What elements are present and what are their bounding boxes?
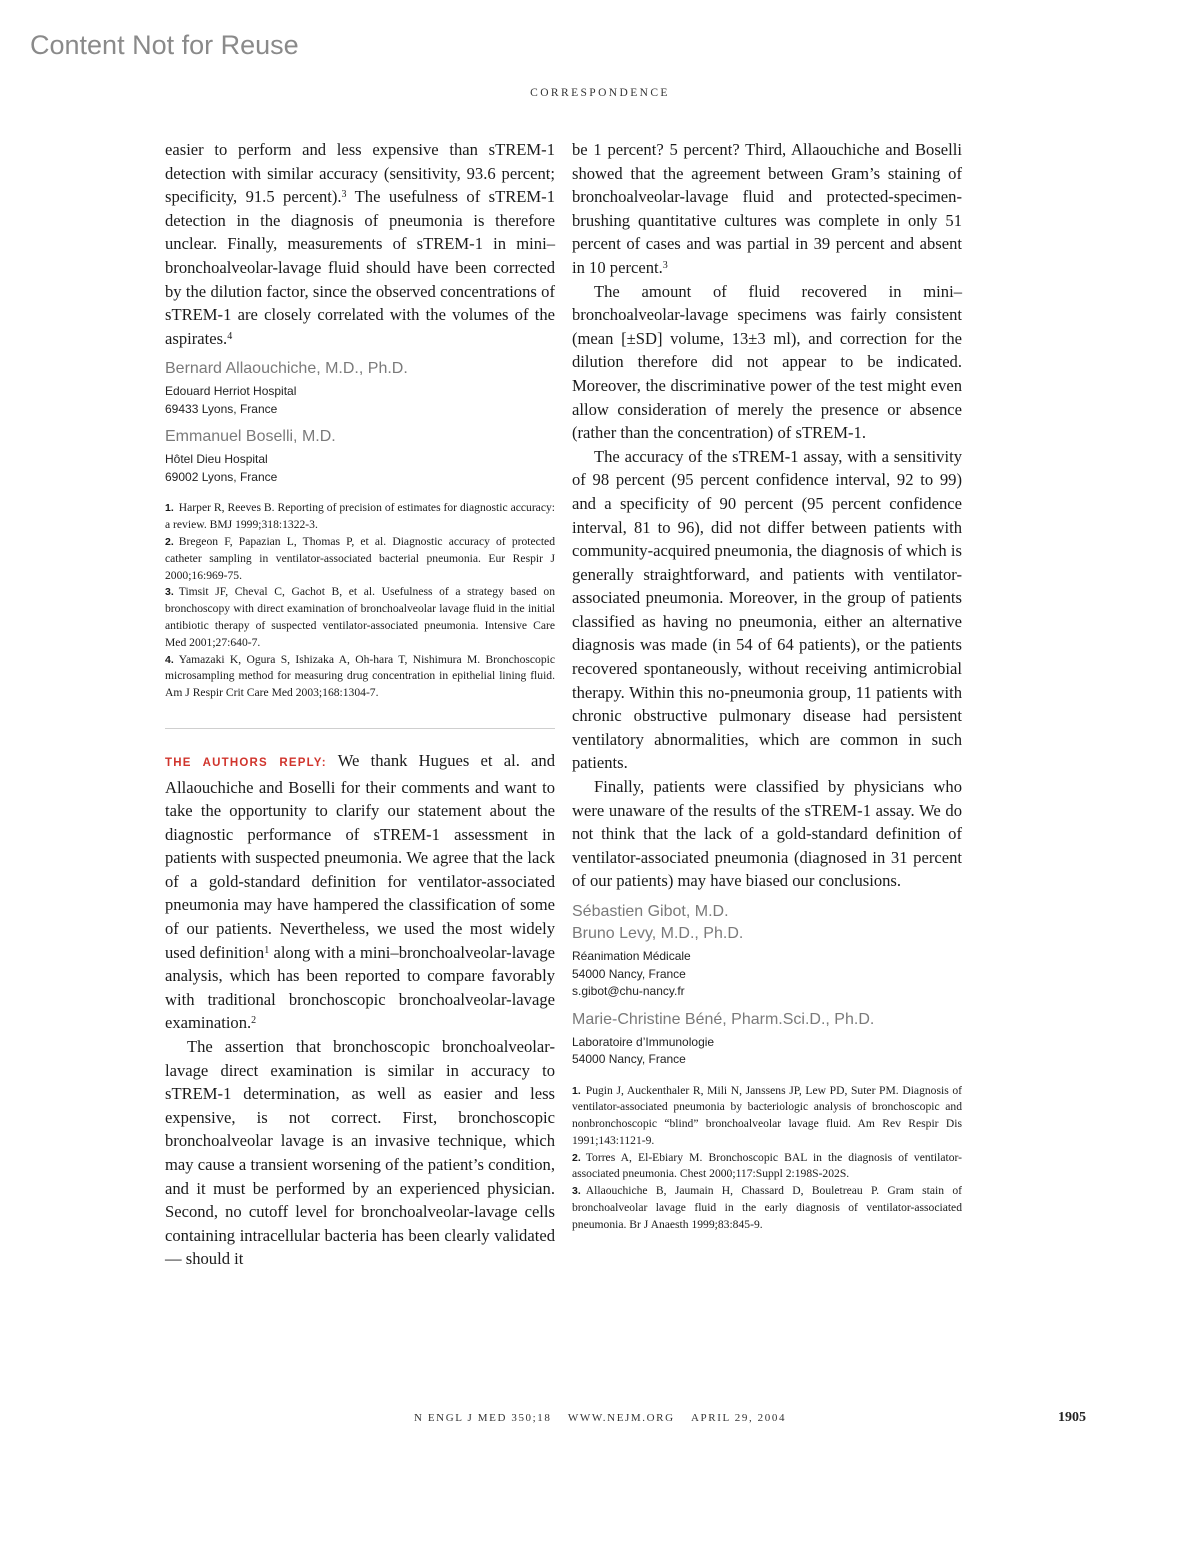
letter-ending-paragraph — [165, 138, 555, 350]
reply-paragraph: Finally, patients were classified by physicians who were unaware of the results of the sTREM-1 assay. We do not think that the lack of a gold-standard definition of ventilator-associated pneumonia (diagnosed in 31 percent of our patients) may have biased our conclusions. — [572, 777, 962, 891]
reference-item — [165, 652, 555, 702]
journal-citation: N ENGL J MED 350;18 — [413, 1412, 552, 1424]
letter-text-part: easier to perform and less expensive than sTREM-1 detection with similar accuracy (sensitivity, 93.6 percent; specificity, 91.5 percent). — [165, 140, 555, 207]
reply-text-part: We thank Hugues et al. and Allaouchiche and Boselli for their comments and want to take the opportunity to clarify our statement about the diagnostic performance of sTREM-1 assessment in patients with suspected pneumonia. We agree that the lack of a gold-standard definition for ventilator-associated pneumonia may have hampered the classification of some of our patients. Nevertheless, we used the most widely used definition — [165, 750, 555, 962]
reply-text-part: along with a mini–bronchoalveolar-lavage analysis, which has been reported to compare favorably with traditional bronchoscopic bronchoalveolar-lavage examination. — [165, 942, 555, 1033]
reference-list — [165, 500, 555, 702]
journal-url: WWW.NEJM.ORG — [567, 1412, 675, 1424]
citation-sup: 2 — [251, 1015, 257, 1027]
reference-number: 2. — [165, 535, 174, 548]
reference-item — [572, 1150, 962, 1184]
running-head: CORRESPONDENCE — [530, 87, 670, 99]
reference-item — [572, 1183, 962, 1233]
citation-sup: 1 — [264, 944, 270, 956]
reference-list — [572, 1083, 962, 1234]
reference-number: 2. — [572, 1151, 581, 1164]
affiliation-line: Réanimation Médicale — [572, 949, 691, 963]
reply-paragraph: The accuracy of the sTREM-1 assay, with a sensitivity of 98 percent (95 percent confidence interval, 92 to 99) and a specificity of 90 percent (95 percent confidence interval, 81 to 96), did not differ between patients with community-acquired pneumonia, the diagnosis of which is generally straightforward, and patients with ventilator-associated pneumonia. Moreover, in the group of patients classified as having no pneumonia, either an alternative diagnosis was made (in 54 of 64 patients), or the patients recovered spontaneously, without receiving antimicrobial therapy. Within this no-pneumonia group, 11 patients with chronic obstructive pulmonary disease had persistent ventilatory abnormalities, which are common in such patients. — [572, 446, 962, 773]
reference-number: 4. — [165, 653, 174, 666]
reference-item — [572, 1083, 962, 1150]
reply-paragraph: The amount of fluid recovered in mini–bronchoalveolar-lavage specimens was fairly consistent (mean [±SD] volume, 13±3 ml), and correction for the dilution therefore did not appear to be indicated. Moreover, the discriminative power of the test might even allow consideration of merely the presence or absence (rather than the concentration) of sTREM-1. — [572, 281, 962, 443]
reference-item — [165, 500, 555, 534]
reply-paragraph — [572, 138, 962, 280]
author-email: s.gibot@chu-nancy.fr — [572, 984, 685, 998]
authors-reply-lead: THE AUTHORS REPLY: — [165, 756, 327, 769]
affiliation-line: 54000 Nancy, France — [572, 1052, 686, 1066]
citation-sup: 4 — [227, 330, 233, 342]
reference-number: 3. — [165, 586, 174, 599]
author-name: Bernard Allaouchiche, M.D., Ph.D. — [165, 360, 408, 378]
reference-text: Yamazaki K, Ogura S, Ishizaka A, Oh-hara T, Nishimura M. Bronchoscopic microsampling method for measuring drug concentration in epithelial lining fluid. Am J Respir Crit Care Med 2003;168:1304-7. — [165, 652, 555, 700]
reply-text-part: be 1 percent? 5 percent? Third, Allaouchiche and Boselli showed that the agreement between Gram’s staining of bronchoalveolar-lavage fluid and protected-specimen-brushing quantitative cultures was complete in only 51 percent of cases and was partial in 39 percent and absent in 10 percent. — [572, 140, 962, 277]
reference-number: 1. — [165, 502, 174, 515]
reference-item — [165, 534, 555, 584]
affiliation-line: 69433 Lyons, France — [165, 401, 278, 416]
citation-sup: 3 — [341, 189, 347, 201]
reference-text: Torres A, El-Ebiary M. Bronchoscopic BAL in the diagnosis of ventilator-associated pneumonia. Chest 2000;117:Suppl 2:198S-202S. — [572, 1150, 962, 1181]
left-column — [165, 138, 555, 1271]
affiliation-line: Hôtel Dieu Hospital — [165, 452, 268, 467]
reply-paragraph — [165, 749, 555, 1035]
author-affiliation — [165, 383, 555, 418]
watermark: Content Not for Reuse — [30, 30, 299, 60]
issue-date: APRIL 29, 2004 — [691, 1412, 787, 1424]
author-name: Marie-Christine Béné, Pharm.Sci.D., Ph.D. — [572, 1010, 875, 1028]
citation-sup: 3 — [662, 259, 668, 271]
author-affiliation — [572, 1034, 962, 1069]
reference-text: Pugin J, Auckenthaler R, Mili N, Janssens JP, Lew PD, Suter PM. Diagnosis of ventilator-associated pneumonia by bacteriologic analysis of bronchoscopic and nonbronchoscopic “blind” bronchoalveolar lavage fluid. Am Rev Respir Dis 1991;143:1121-9. — [572, 1083, 962, 1147]
reference-number: 3. — [572, 1185, 581, 1198]
reference-text: Timsit JF, Cheval C, Gachot B, et al. Usefulness of a strategy based on bronchoscopy with direct examination of bronchoalveolar lavage fluid in the initial antibiotic therapy of suspected ventilator-associated pneumonia. Intensive Care Med 2001;27:640-7. — [165, 585, 555, 649]
author-name: Bruno Levy, M.D., Ph.D. — [572, 925, 744, 942]
reference-number: 1. — [572, 1084, 581, 1097]
reference-text: Bregeon F, Papazian L, Thomas P, et al. Diagnostic accuracy of protected catheter sampling in ventilator-associated bacterial pneumonia. Eur Respir J 2000;16:969-75. — [165, 534, 555, 582]
reference-text: Allaouchiche B, Jaumain H, Chassard D, Bouletreau P. Gram stain of bronchoalveolar lavage fluid in the early diagnosis of ventilator-associated pneumonia. Br J Anaesth 1999;83:845-9. — [572, 1184, 962, 1231]
page-footer — [0, 1412, 1200, 1424]
reference-item — [165, 584, 555, 651]
page-number: 1905 — [1058, 1410, 1086, 1425]
author-affiliation — [572, 948, 962, 1001]
affiliation-line: 69002 Lyons, France — [165, 469, 278, 484]
author-affiliation — [165, 451, 555, 486]
author-name: Sébastien Gibot, M.D. — [572, 903, 729, 920]
affiliation-line: 54000 Nancy, France — [572, 966, 686, 981]
right-column — [572, 138, 962, 1234]
affiliation-line: Laboratoire d’Immunologie — [572, 1034, 715, 1049]
letter-text-part: The usefulness of sTREM-1 detection in the diagnosis of pneumonia is therefore unclear. Finally, measurements of sTREM-1 in mini–bronchoalveolar-lavage fluid should have been corrected by the dilution factor, since the observed concentrations of sTREM-1 are closely correlated with the volumes of the aspirates. — [165, 187, 555, 348]
affiliation-line: Edouard Herriot Hospital — [165, 384, 297, 399]
author-name: Emmanuel Boselli, M.D. — [165, 428, 336, 446]
reference-text: Harper R, Reeves B. Reporting of precision of estimates for diagnostic accuracy: a review. BMJ 1999;318:1322-3. — [165, 501, 555, 532]
reply-paragraph: The assertion that bronchoscopic bronchoalveolar-lavage direct examination is similar in accuracy to sTREM-1 determination, as well as easier and less expensive, is not correct. First, bronchoscopic bronchoalveolar lavage is an invasive technique, which may cause a transient worsening of the patient’s condition, and it must be performed by an experienced physician. Second, no cutoff level for bronchoalveolar-lavage cells containing intracellular bacteria has been clearly validated — should it — [165, 1037, 555, 1269]
section-divider — [165, 728, 555, 729]
